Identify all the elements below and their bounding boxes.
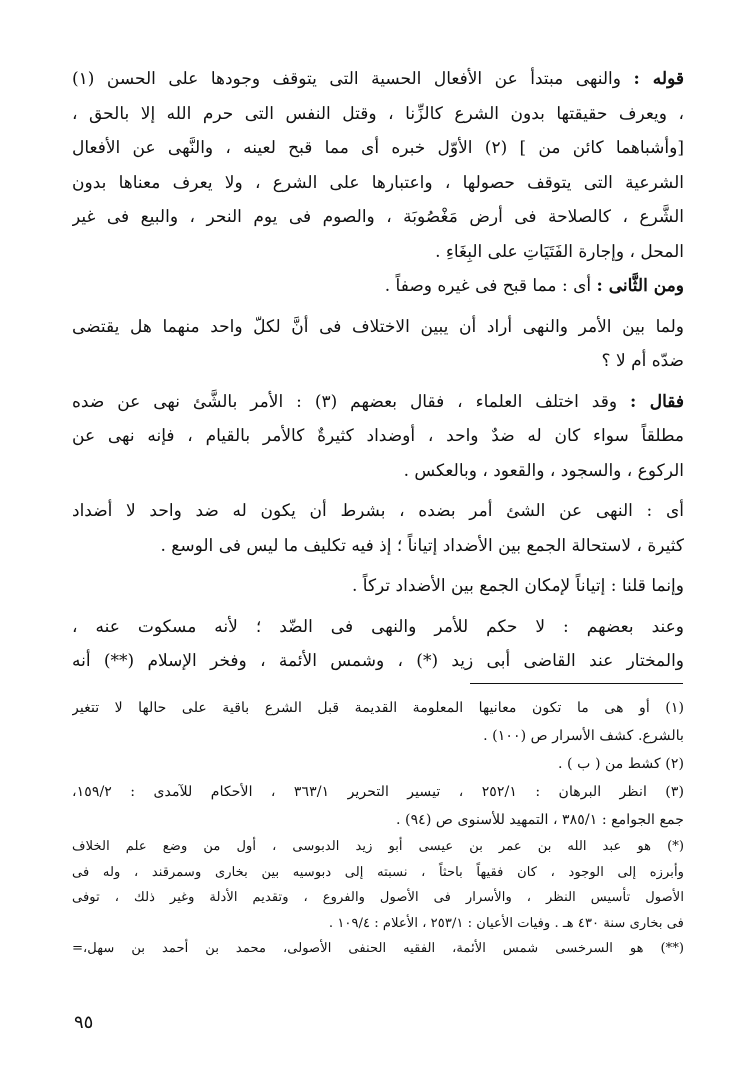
paragraph-5	[72, 494, 684, 563]
paragraph-lead: فقال :	[630, 391, 684, 412]
text-line: الركوع ، والسجود ، والقعود ، وبالعكس .	[403, 460, 684, 481]
page-number: ٩٥	[74, 1012, 94, 1033]
footnote-4	[72, 834, 684, 936]
text-line: والمختار عند القاضى أبى زيد (*) ، وشمس الأئمة ، وفخر الإسلام (**) أنه	[72, 651, 684, 671]
text-line: وعند بعضهم : لا حكم للأمر والنهى فى الضّد ؛ لأنه مسكوت عنه ،	[72, 616, 684, 637]
paragraph-lead: قوله :	[633, 69, 684, 89]
text-line: وإنما قلنا : إتياناً لإمكان الجمع بين الأضداد تركاً .	[351, 576, 684, 596]
footnote-line: وأبرزه إلى الوجود ، كان فقيهاً باحثاً ، نسبته إلى دبوسيه بين بخارى وسمرقند ، وله فى	[72, 864, 684, 880]
text-line: ولما بين الأمر والنهى أراد أن يبين الاختلاف فى أنَّ لكلّ واحد منهما هل يقتضى	[72, 316, 684, 337]
main-text	[72, 62, 684, 679]
text-line: أى : النهى عن الشئ أمر بضده ، بشرط أن يكون له ضد واحد لا أضداد	[72, 501, 684, 521]
paragraph-7	[72, 610, 684, 679]
footnote-divider	[470, 683, 683, 684]
paragraph-lead: ومن الثَّانى :	[596, 276, 684, 296]
footnote-line: جمع الجوامع : ٣٨٥/١ ، التمهيد للأسنوى ص (٩٤) .	[396, 812, 684, 828]
text-line: [وأشباهما كائن من ] (٢) الأوّل خبره أى مما قبح لعينه ، والنَّهى عن الأفعال	[72, 138, 684, 158]
text-line: المحل ، وإجارة الفَتَيَاتِ على البِغَاءِ .	[435, 241, 684, 262]
footnote-1	[72, 694, 684, 750]
footnote-line: (**) هو السرخسى شمس الأئمة، الفقيه الحنفى الأصولى، محمد بن أحمد بن سهل،=	[72, 941, 684, 956]
paragraph-6	[72, 569, 684, 604]
text-line: قوله : والنهى مبتدأ عن الأفعال الحسية التى يتوقف وجودها على الحسن (١)	[72, 69, 684, 89]
text-line: مطلقاً سواء كان له ضدٌ واحد ، أوضداد كثيرةٌ كالأمر بالقيام ، فإنه نهى عن	[72, 426, 684, 446]
footnote-line: فى بخارى سنة ٤٣٠ هـ . وفيات الأعيان : ٢٥٣/١ ، الأعلام : ١٠٩/٤ .	[328, 915, 684, 931]
paragraph-2	[72, 269, 684, 304]
text-line: ومن الثَّانى : أى : مما قبح فى غيره وصفاً .	[384, 276, 684, 296]
paragraph-1	[72, 62, 684, 269]
footnotes	[72, 694, 684, 962]
footnote-line: بالشرع. كشف الأسرار ص (١٠٠) .	[483, 728, 684, 744]
text-line: ، ويعرف حقيقتها بدون الشرع كالزِّنا ، وقتل النفس التى حرم الله إلا بالحق ،	[72, 103, 684, 124]
text-line: كثيرة ، لاستحالة الجمع بين الأضداد إتياناً ؛ إذ فيه تكليف ما ليس فى الوسع .	[160, 535, 684, 556]
text-line: فقال : وقد اختلف العلماء ، فقال بعضهم (٣) : الأمر بالشَّئ نهى عن ضده	[72, 391, 684, 412]
footnote-line: الأصول تأسيس النظر ، والأسرار فى الأصول والفروع ، وتقديم الأدلة وغير ذلك ، توفى	[72, 890, 684, 905]
footnote-line: (*) هو عبد الله بن عمر بن عيسى أبو زيد الدبوسى ، أول من وضع علم الخلاف	[72, 839, 684, 854]
footnote-line: (٢) كشط من ( ب ) .	[558, 756, 684, 772]
footnote-3	[72, 778, 684, 834]
paragraph-4	[72, 385, 684, 489]
text-line: ضدّه أم لا ؟	[601, 351, 684, 371]
footnote-line: (٣) انظر البرهان : ٢٥٢/١ ، تيسير التحرير ٣٦٣/١ ، الأحكام للآمدى : ١٥٩/٢،	[72, 784, 684, 800]
paragraph-3	[72, 310, 684, 379]
footnote-2	[72, 750, 684, 778]
text-line: الشرعية التى يتوقف حصولها ، واعتبارها على الشرع ، ولا يعرف معناها بدون	[72, 172, 684, 193]
text-line: الشَّرع ، كالصلاحة فى أرض مَغْصُوبَة ، والصوم فى يوم النحر ، والبيع فى غير	[72, 207, 684, 227]
footnote-5	[72, 936, 684, 962]
footnote-line: (١) أو هى ما تكون معانيها المعلومة القديمة قبل الشرع باقية على حالها لا تتغير	[72, 700, 684, 716]
